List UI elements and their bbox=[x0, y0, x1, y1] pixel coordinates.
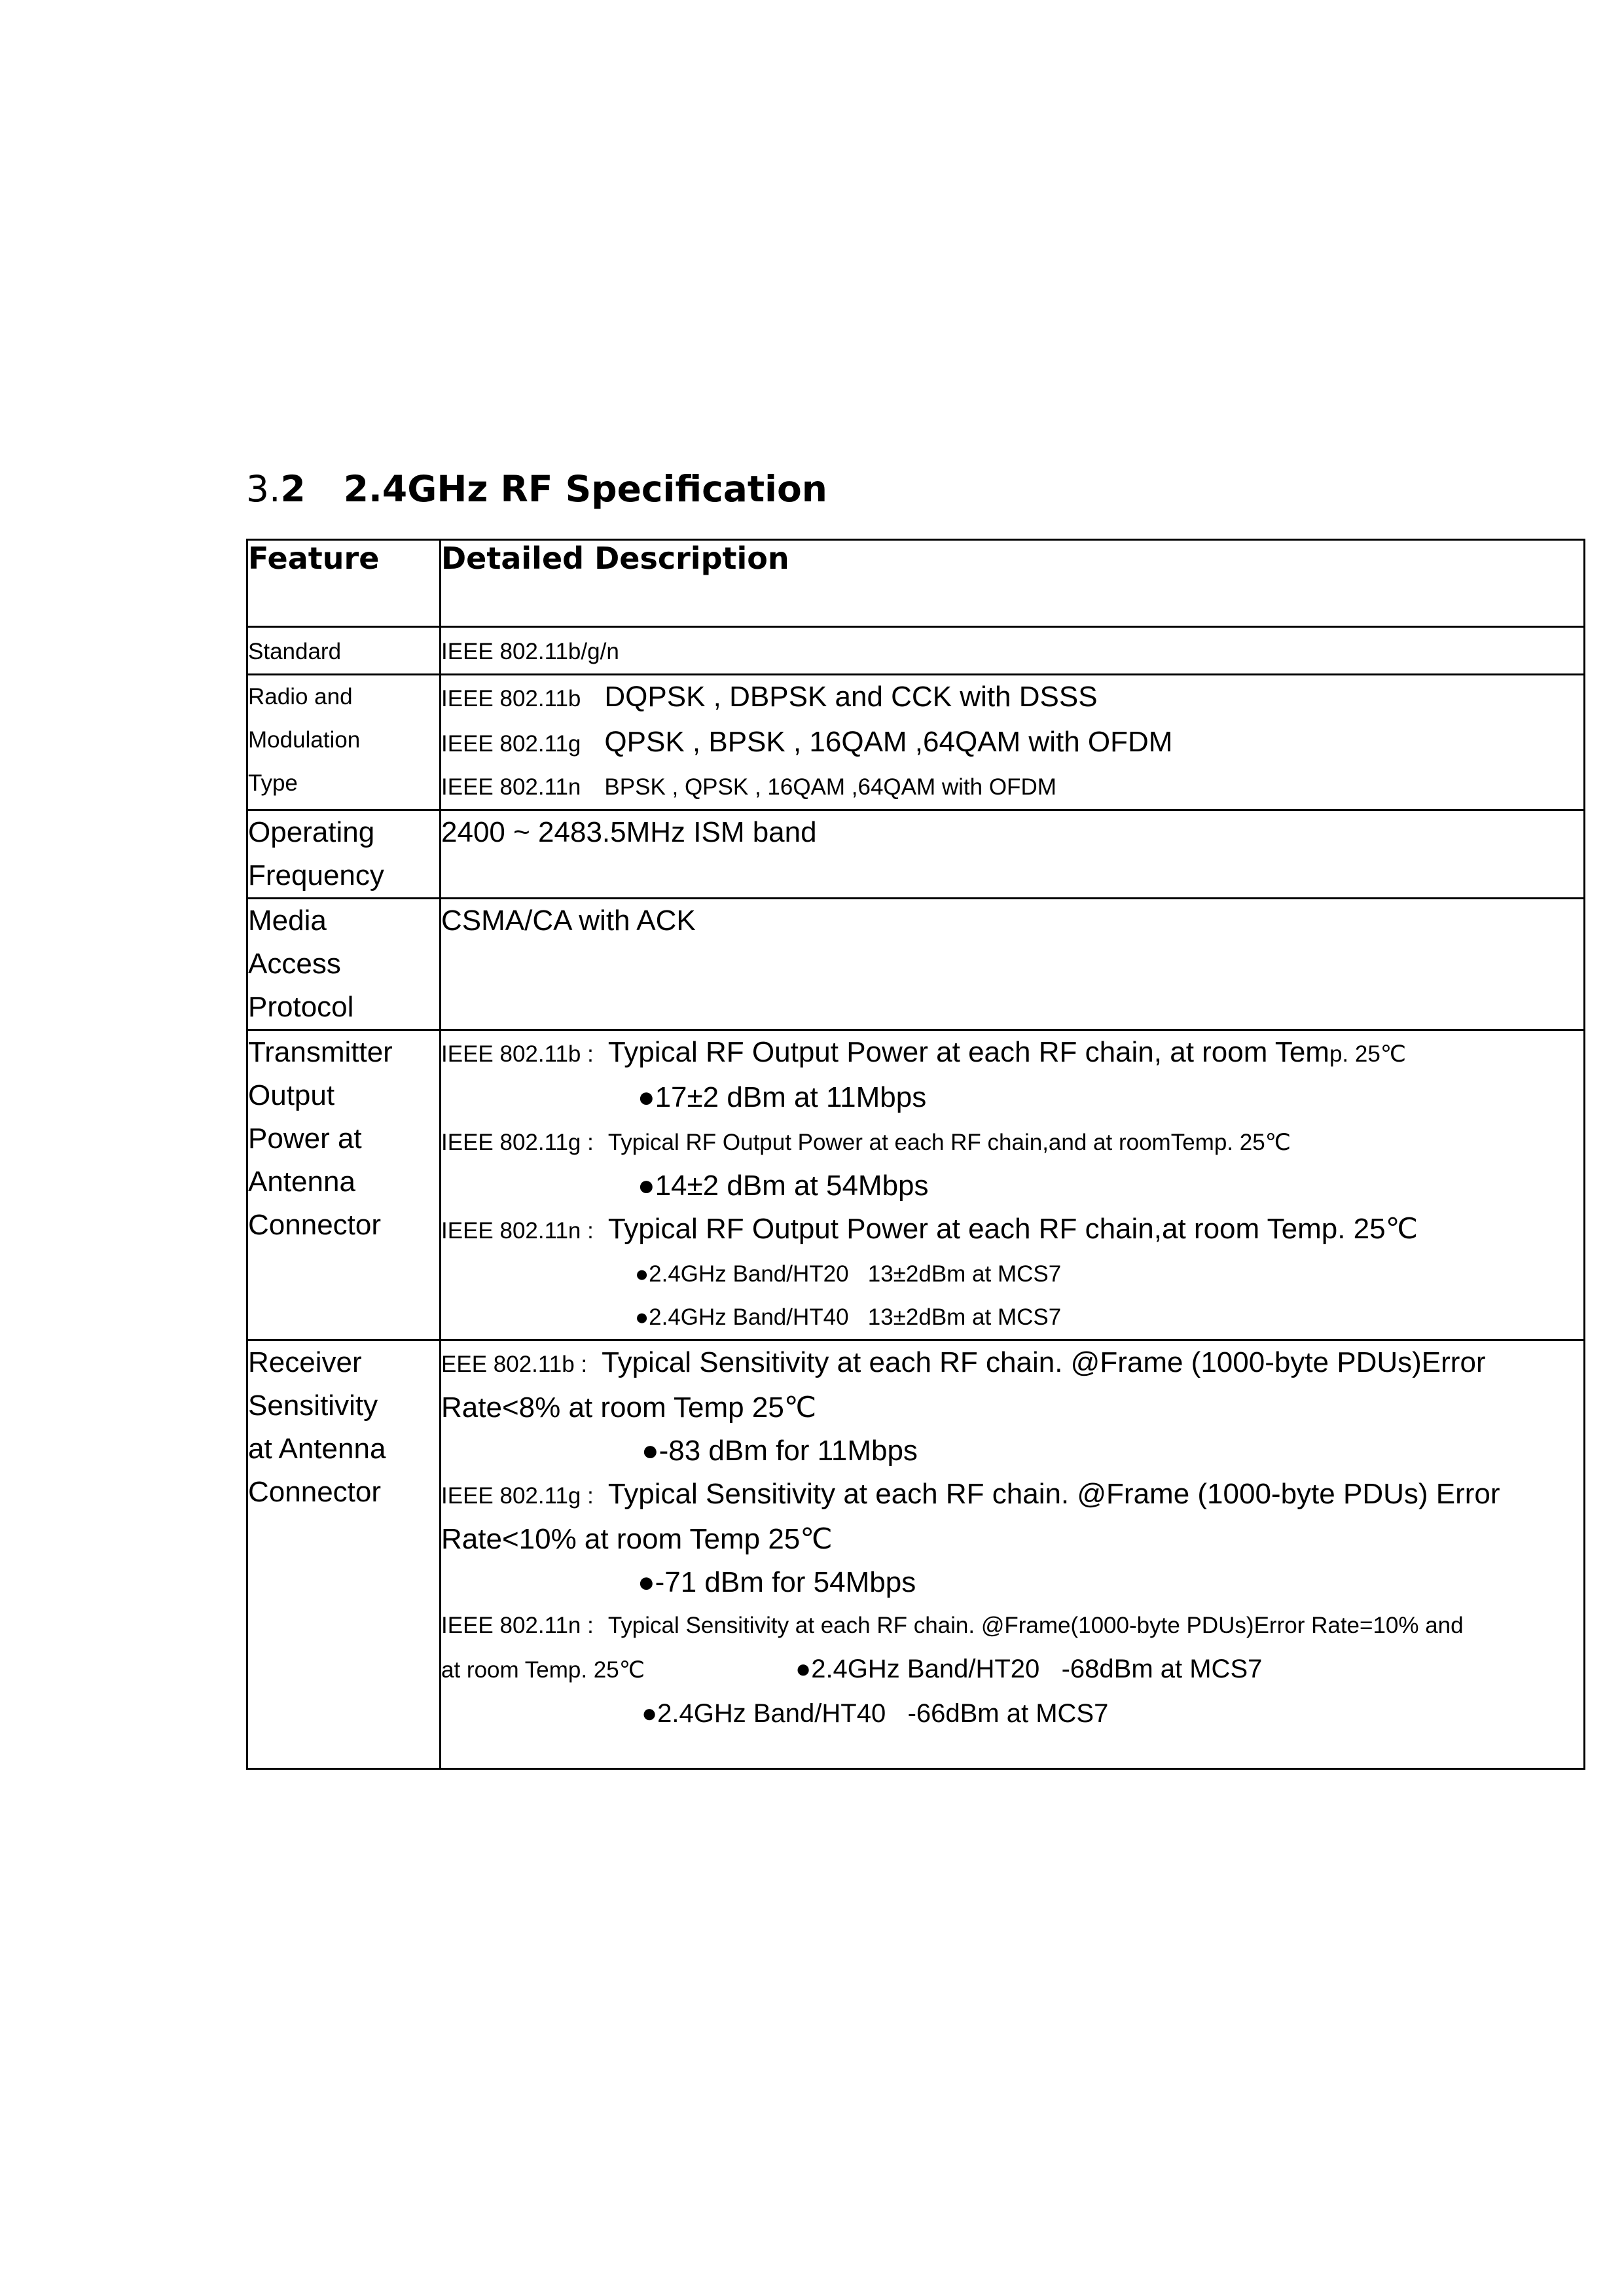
radio-line-b: IEEE 802.11b DQPSK , DBPSK and CCK with DSSS bbox=[441, 681, 1098, 713]
rx-b-line-2: Rate<8% at room Temp 25℃ bbox=[441, 1391, 817, 1424]
desc-media: CSMA/CA with ACK bbox=[441, 905, 696, 937]
feature-frequency-line: Operating bbox=[248, 816, 375, 848]
table-row-frequency bbox=[247, 810, 1585, 899]
feature-tx-line: Antenna bbox=[248, 1166, 355, 1198]
table-row-radio bbox=[247, 675, 1585, 810]
header-feature: Feature bbox=[247, 540, 441, 627]
desc-frequency: 2400 ~ 2483.5MHz ISM band bbox=[441, 816, 817, 848]
feature-rx-line: Sensitivity bbox=[248, 1390, 378, 1422]
feature-rx-line: at Antenna bbox=[248, 1433, 386, 1465]
tx-b-value: ●17±2 dBm at 11Mbps bbox=[638, 1081, 927, 1113]
section-title: 2.4GHz RF Specification bbox=[343, 468, 827, 510]
table-row-media bbox=[247, 899, 1585, 1030]
feature-tx-line: Connector bbox=[248, 1209, 382, 1241]
feature-tx-line: Power at bbox=[248, 1122, 362, 1155]
table-row-transmitter bbox=[247, 1030, 1585, 1340]
feature-rx-line: Connector bbox=[248, 1476, 382, 1508]
rx-g-line-2: Rate<10% at room Temp 25℃ bbox=[441, 1523, 833, 1555]
feature-media-line: Protocol bbox=[248, 991, 354, 1023]
tx-n-value-ht20: ●2.4GHz Band/HT20 13±2dBm at MCS7 bbox=[635, 1261, 1062, 1287]
feature-tx-line: Output bbox=[248, 1079, 335, 1111]
feature-frequency-line: Frequency bbox=[248, 859, 384, 891]
feature-rx-line: Receiver bbox=[248, 1346, 362, 1378]
rx-g-line: IEEE 802.11g : Typical Sensitivity at each RF chain. @Frame (1000-byte PDUs) Error bbox=[441, 1478, 1500, 1510]
table-header-row bbox=[247, 540, 1585, 627]
feature-radio-line: Type bbox=[248, 770, 298, 796]
tx-g-value: ●14±2 dBm at 54Mbps bbox=[638, 1170, 929, 1202]
radio-line-g: IEEE 802.11g QPSK , BPSK , 16QAM ,64QAM with OFDM bbox=[441, 726, 1173, 758]
header-description: Detailed Description bbox=[441, 540, 1585, 627]
rx-g-value: ●-71 dBm for 54Mbps bbox=[638, 1566, 916, 1598]
rx-b-line: EEE 802.11b : Typical Sensitivity at each RF chain. @Frame (1000-byte PDUs)Error bbox=[441, 1346, 1486, 1378]
rx-n-line-2: at room Temp. 25℃ ●2.4GHz Band/HT20 -68dBm at MCS7 bbox=[441, 1655, 1263, 1683]
feature-radio-line: Radio and bbox=[248, 684, 353, 709]
table-row-receiver bbox=[247, 1340, 1585, 1769]
table-row-standard bbox=[247, 627, 1585, 675]
feature-radio-line: Modulation bbox=[248, 727, 361, 753]
tx-n-value-ht40: ●2.4GHz Band/HT40 13±2dBm at MCS7 bbox=[635, 1304, 1062, 1330]
rx-n-line: IEEE 802.11n : Typical Sensitivity at each RF chain. @Frame(1000-byte PDUs)Error Rate=10% and bbox=[441, 1613, 1464, 1638]
section-number: 3.2 bbox=[246, 468, 306, 510]
tx-b-line: IEEE 802.11b : Typical RF Output Power at each RF chain, at room Temp. 25℃ bbox=[441, 1036, 1407, 1068]
rx-b-value: ●-83 dBm for 11Mbps bbox=[641, 1435, 918, 1467]
tx-g-line: IEEE 802.11g : Typical RF Output Power at each RF chain,and at roomTemp. 25℃ bbox=[441, 1130, 1291, 1155]
desc-standard: IEEE 802.11b/g/n bbox=[441, 639, 619, 664]
tx-n-line: IEEE 802.11n : Typical RF Output Power at each RF chain,at room Temp. 25℃ bbox=[441, 1213, 1418, 1245]
feature-tx-line: Transmitter bbox=[248, 1036, 393, 1068]
feature-media-line: Media bbox=[248, 905, 327, 937]
rx-n-value-ht40: ●2.4GHz Band/HT40 -66dBm at MCS7 bbox=[641, 1699, 1109, 1728]
section-heading bbox=[246, 468, 827, 510]
feature-media-line: Access bbox=[248, 948, 341, 980]
feature-standard: Standard bbox=[248, 639, 342, 664]
radio-line-n: IEEE 802.11n BPSK , QPSK , 16QAM ,64QAM with OFDM bbox=[441, 774, 1056, 800]
rf-spec-table bbox=[246, 539, 1585, 1770]
